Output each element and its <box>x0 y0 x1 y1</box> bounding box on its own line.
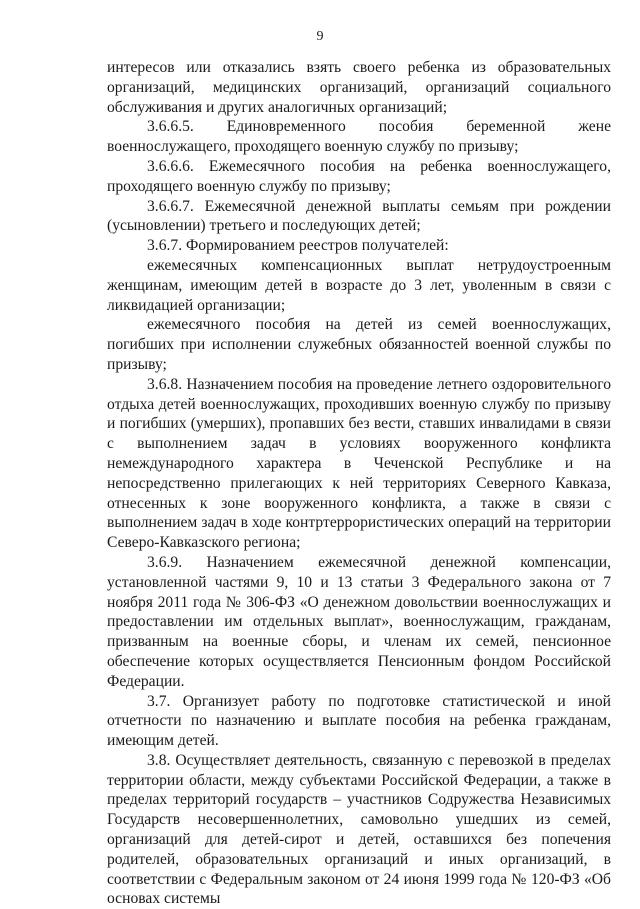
paragraph-3-6-8: 3.6.8. Назначением пособия на проведение летнего оздоровительного отдыха детей военнослужащих, проходивших военную службу по призыву и погибших (умерших), пропавших без вести, ставших инвалидами в связи с выполнением задач в условиях вооруженного конфликта немеждународного характера в Чеченской Республике и на непосредственно прилегающих к ней территориях Северного Кавказа, отнесенных к зоне вооруженного конфликта, а также в связи с выполнением задач в ходе контртеррористических операций на территории Северо-Кавказского региона; <box>107 375 611 552</box>
page-number: 9 <box>316 29 324 44</box>
paragraph-3-8: 3.8. Осуществляет деятельность, связанную с перевозкой в пределах территории области, между субъектами Российской Федерации, а также в пределах территорий государств – участников Содружества Независимых Государств несовершеннолетних, самовольно ушедших из семей, организаций для детей-сирот и детей, оставшихся без попечения родителей, образовательных организаций и иных организаций, в соответствии с Федеральным законом от 24 июня 1999 года № 120-ФЗ «Об основах системы <box>107 751 611 908</box>
document-body <box>107 58 611 909</box>
paragraph-3-6-6-7: 3.6.6.7. Ежемесячной денежной выплаты семьям при рождении (усыновлении) третьего и последующих детей; <box>107 197 611 235</box>
paragraph-3-7: 3.7. Организует работу по подготовке статистической и иной отчетности по назначению и выплате пособия на ребенка гражданам, имеющим детей. <box>107 692 611 750</box>
paragraph-3-6-6-5: 3.6.6.5. Единовременного пособия беременной жене военнослужащего, проходящего военную службу по призыву; <box>107 118 611 156</box>
paragraph-3-6-9: 3.6.9. Назначением ежемесячной денежной компенсации, установленной частями 9, 10 и 13 статьи 3 Федерального закона от 7 ноября 2011 года № 306-ФЗ «О денежном довольствии военнослужащих и предоставлении им отдельных выплат», военнослужащим, гражданам, призванным на военные сборы, и членам их семей, пенсионное обеспечение которых осуществляется Пенсионным фондом Российской Федерации. <box>107 553 611 690</box>
paragraph-3-6-7-item-2: ежемесячного пособия на детей из семей военнослужащих, погибших при исполнении служебных обязанностей военной службы по призыву; <box>107 316 611 373</box>
paragraph-continuation: интересов или отказались взять своего ребенка из образовательных организаций, медицинских организаций, организаций социального обслуживания и других аналогичных организаций; <box>107 59 611 116</box>
paragraph-3-6-7: 3.6.7. Формированием реестров получателей: <box>147 237 449 255</box>
paragraph-3-6-7-item-1: ежемесячных компенсационных выплат нетрудоустроенным женщинам, имеющим детей в возрасте до 3 лет, уволенным в связи с ликвидацией организации; <box>107 256 611 314</box>
paragraph-3-6-6-6: 3.6.6.6. Ежемесячного пособия на ребенка военнослужащего, проходящего военную службу по призыву; <box>107 157 611 195</box>
